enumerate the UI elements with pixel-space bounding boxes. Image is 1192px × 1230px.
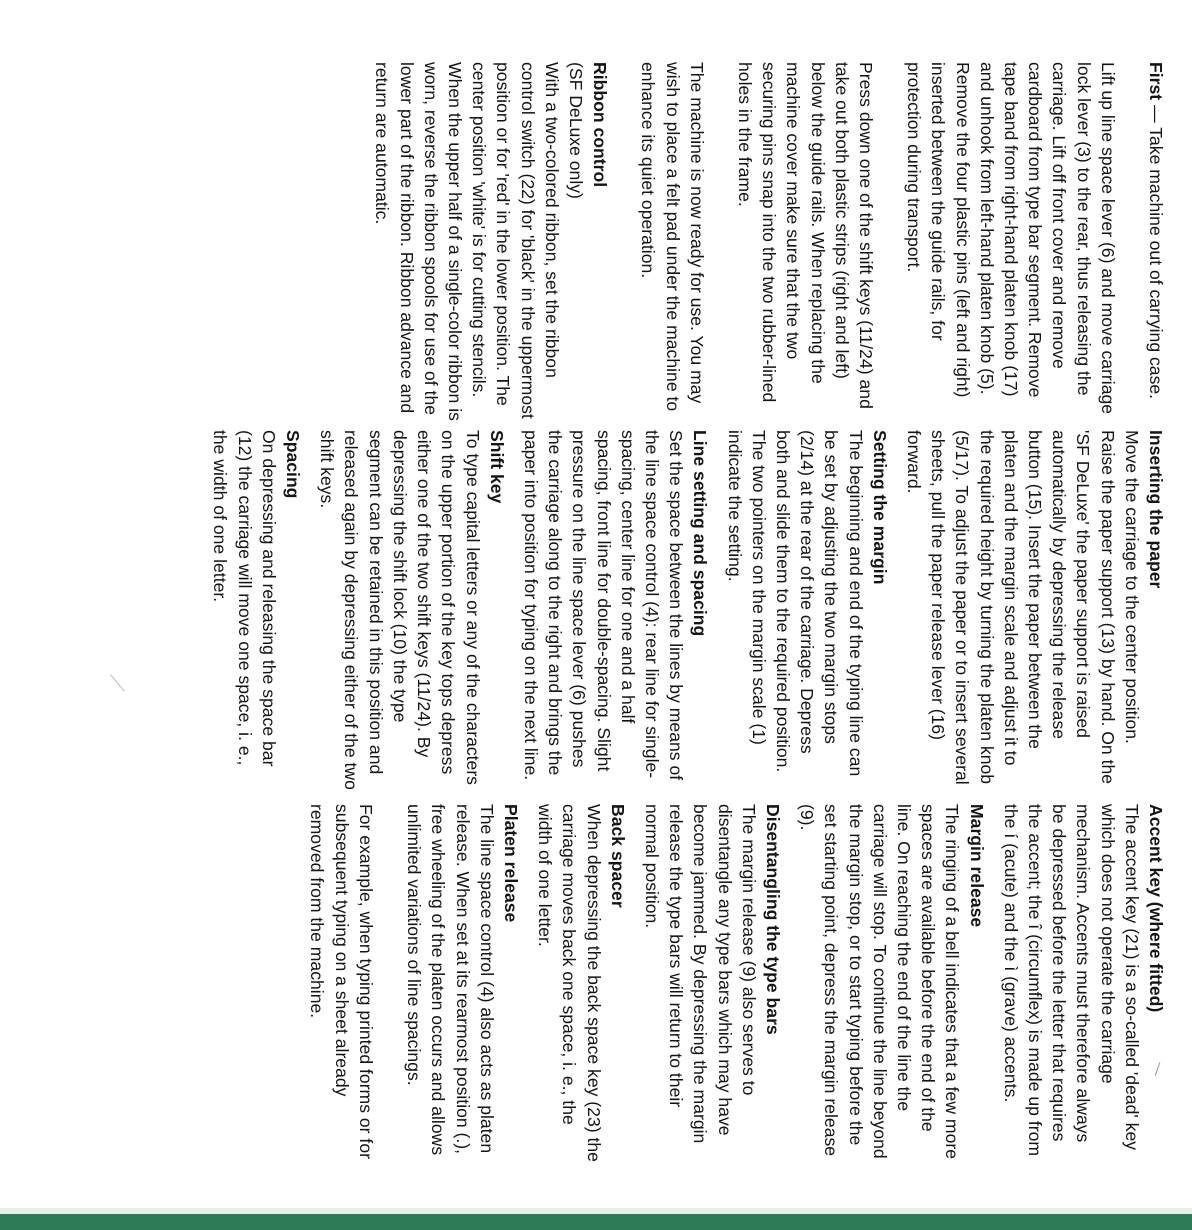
heading-setting-margin: Setting the margin bbox=[869, 430, 890, 585]
first-step-lead: First bbox=[1146, 62, 1166, 101]
heading-shift-key: Shift key bbox=[486, 430, 507, 504]
text-ribbon-control: (SF DeLuxe only) With a two-colored ribbon, set the ribbon control switch (22) for 'black' in the uppermost position or for 'red' in the lower position. The center position 'white' is for cutting stencils. When the upper half of a single-color ribbon is worn, reverse the ribbon spools for use of the lower part of the ribbon. Ribbon advance and return are automatic. bbox=[372, 62, 586, 421]
section-spacing bbox=[208, 430, 305, 790]
heading-inserting-paper: Inserting the paper bbox=[1146, 430, 1166, 589]
section-accent-key bbox=[999, 804, 1168, 1164]
section-platen-release bbox=[402, 804, 523, 1164]
section-inserting-paper bbox=[902, 430, 1168, 790]
text-spacing: On depressing and releasing the space bar (12) the carriage will move one space, i. e., the width of one letter. bbox=[210, 430, 279, 767]
text-line-setting: Set the space between the lines by means of the line space control (4): rear line for single-spacing, center line for one and a half spacing, front line for double-spacing. Slight pressure on the line space lever (6) pushes the carriage along to the right and brings the paper into position for typing on the next line. bbox=[520, 430, 687, 781]
heading-spacing: Spacing bbox=[283, 430, 304, 499]
heading-disentangling: Disentangling the type bars bbox=[762, 804, 783, 1035]
first-step bbox=[1144, 62, 1168, 422]
text-inserting-paper: Move the carriage to the center position. Raise the paper support (13) by hand. On the 'SF DeLuxe' the paper support is raised automatically by depressing the release button (15). Insert the paper between the platen and the margin scale and adjust it to the required height by turning the platen knob (5/17). To adjust the paper or to insert several sheets, pull the paper release lever (16) forward. bbox=[903, 430, 1142, 785]
heading-line-setting: Line setting and spacing bbox=[690, 430, 711, 637]
column-3 bbox=[305, 804, 1168, 1164]
section-back-spacer bbox=[533, 804, 630, 1164]
text-shift-key: To type capital letters or any of the characters on the upper portion of the key tops depress either one of the two shift keys (11/24). By depressing the shift lock (10) the type segment can be retained in this position and released again by depressing either of the two shift keys. bbox=[317, 430, 483, 790]
section-line-setting bbox=[519, 430, 713, 790]
text-margin-release: The ringing of a bell indicates that a few more spaces are available before the end of the line. On reaching the end of the line the carriage will stop. To continue the line beyond the margin stop, or to start typing before the set starting point, depress the margin release (9). bbox=[797, 804, 963, 1160]
section-shift-key bbox=[315, 430, 509, 790]
heading-margin-release: Margin release bbox=[966, 804, 987, 928]
column-1 bbox=[370, 62, 1168, 422]
section-disentangling bbox=[640, 804, 785, 1164]
column-2 bbox=[208, 430, 1168, 790]
green-edge-stripe bbox=[0, 1214, 1192, 1230]
text-back-spacer: When depressing the back space key (23) the carriage moves back one space, i. e., the width of one letter. bbox=[535, 804, 604, 1162]
paragraph-unlock-carriage: Lift up line space lever (6) and move carriage lock lever (3) to the rear, thus releasing the carriage. Lift off front cover and remove cardboard from type bar segment. Remove tape band from right-hand platen knob (17) and unhook from left-hand platen knob (5). Remove the four plastic pins (left and right) inserted between the guide rails, for protection during transport. bbox=[904, 62, 1118, 415]
scan-mark bbox=[110, 674, 125, 691]
heading-accent-key: Accent key (where fitted) bbox=[1146, 804, 1166, 1013]
text-disentangling: The margin release (9) also serves to disentangle any type bars which may have become jammed. By depressing the margin release the type bars will return to their normal position. bbox=[641, 804, 759, 1144]
text-setting-margin: The beginning and end of the typing line can be set by adjusting the two margin stops (2/14) at the rear of the carriage. Depress both and slide them to the required position. The two pointers on the margin scale (1) indicate the setting. bbox=[724, 430, 866, 777]
heading-back-spacer: Back spacer bbox=[607, 804, 628, 908]
text-accent-key: The accent key (21) is a so-called 'dead' key which does not operate the carriage mechanism. Accents must therefore always be depressed before the letter that requires the accent; the î (circumflex) is made up from the í (acute) and the ì (grave) accents. bbox=[1000, 804, 1142, 1157]
paragraph-ready-for-use: The machine is now ready for use. You may wish to place a felt pad under the machine to enhance its quiet operation. bbox=[638, 62, 707, 412]
text-platen-release: The line space control (4) also acts as platen release. When set at its rearmost position (.), free wheeling of the platen occurs and allows unlimited variations of line spacings. bbox=[404, 804, 497, 1156]
heading-platen-release: Platen release bbox=[500, 804, 521, 923]
paragraph-plastic-strips: Press down one of the shift keys (11/24) and take out both plastic strips (right and left) below the guide rails. When replacing the machine cover make sure that the two securing pins snap into the two rubber-lined holes in the frame. bbox=[734, 62, 876, 409]
paragraph-example: For example, when typing printed forms or for subsequent typing on a sheet already removed from the machine. bbox=[307, 804, 376, 1159]
manual-page bbox=[18, 62, 1168, 1182]
first-step-text: — Take machine out of carrying case. bbox=[1146, 100, 1166, 400]
section-margin-release bbox=[795, 804, 989, 1164]
heading-ribbon-control: Ribbon control bbox=[590, 62, 611, 188]
section-setting-margin bbox=[722, 430, 891, 790]
section-ribbon-control bbox=[370, 62, 612, 422]
